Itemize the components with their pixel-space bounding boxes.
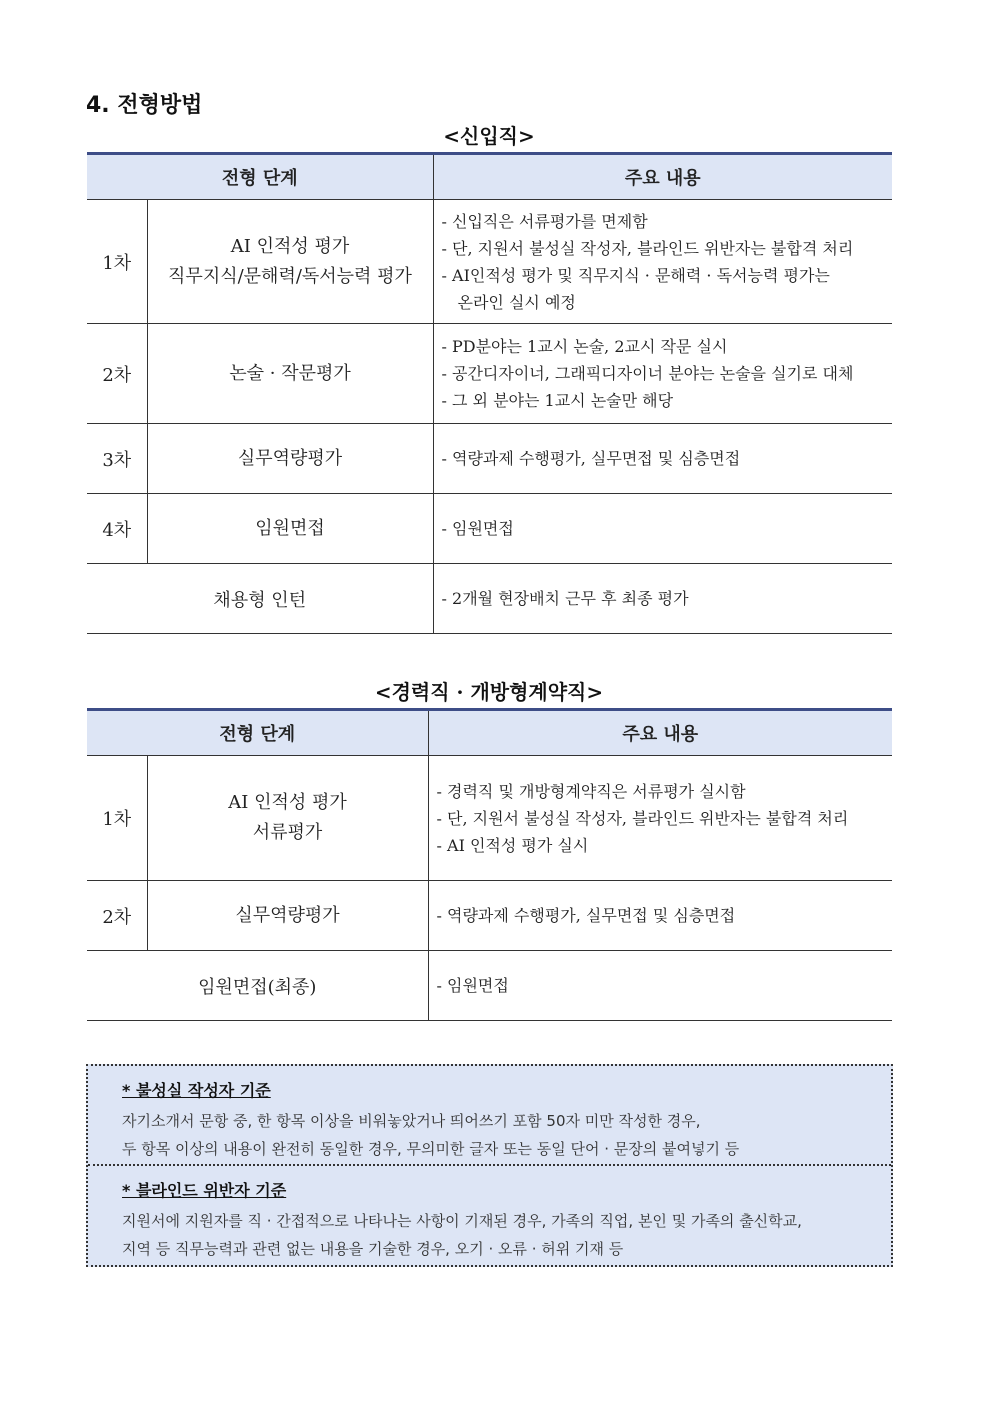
selection-table-new-hire bbox=[87, 152, 892, 634]
note-line: 지원서에 지원자를 직 · 간접적으로 나타나는 사항이 기재된 경우, 가족의 직업, 본인 및 가족의 출신학교, bbox=[122, 1212, 802, 1230]
content-line: - PD분야는 1교시 논술, 2교시 작문 실시 bbox=[441, 337, 728, 356]
content-line: - 단, 지원서 불성실 작성자, 블라인드 위반자는 불합격 처리 bbox=[436, 808, 849, 828]
content-line: - 그 외 분야는 1교시 논술만 해당 bbox=[441, 391, 674, 410]
stage-name-line: 실무역량평가 bbox=[237, 447, 343, 469]
stage-name-full: 채용형 인턴 bbox=[87, 564, 433, 634]
table-row bbox=[87, 200, 892, 324]
section-heading: 4. 전형방법 bbox=[86, 93, 203, 118]
stage-content bbox=[433, 324, 892, 424]
content-line: - 신입직은 서류평가를 면제함 bbox=[441, 211, 648, 231]
table-row bbox=[87, 324, 892, 424]
column-header-content: 주요 내용 bbox=[433, 154, 892, 200]
note-title: * 블라인드 위반자 기준 bbox=[122, 1181, 287, 1200]
stage-name-line: 임원면접 bbox=[255, 517, 325, 539]
stage-number: 3차 bbox=[87, 424, 147, 494]
content-line: - 공간디자이너, 그래픽디자이너 분야는 논술을 실기로 대체 bbox=[441, 364, 854, 383]
stage-content bbox=[428, 881, 892, 951]
stage-name-line: AI 인적성 평가 bbox=[230, 235, 350, 257]
column-header-content: 주요 내용 bbox=[428, 710, 892, 756]
stage-number: 1차 bbox=[87, 756, 147, 881]
table-row bbox=[87, 494, 892, 564]
stage-name-line: 실무역량평가 bbox=[235, 904, 340, 926]
stage-name-line: 서류평가 bbox=[252, 822, 323, 843]
table-caption-new-hire: <신입직> bbox=[443, 124, 535, 148]
stage-name bbox=[147, 200, 433, 324]
stage-number: 2차 bbox=[87, 881, 147, 951]
stage-number: 2차 bbox=[87, 324, 147, 424]
stage-name bbox=[147, 881, 428, 951]
stage-name bbox=[147, 324, 433, 424]
stage-name bbox=[147, 424, 433, 494]
stage-name bbox=[147, 494, 433, 564]
content-line: - 임원면접 bbox=[436, 976, 509, 995]
content-line: - 임원면접 bbox=[441, 519, 514, 538]
note-title: * 불성실 작성자 기준 bbox=[122, 1081, 271, 1100]
content-line: - 단, 지원서 불성실 작성자, 블라인드 위반자는 불합격 처리 bbox=[441, 238, 854, 258]
stage-name-line: 직무지식/문해력/독서능력 평가 bbox=[168, 265, 412, 287]
stage-content bbox=[433, 494, 892, 564]
stage-name-full: 임원면접(최종) bbox=[87, 951, 428, 1021]
stage-name bbox=[147, 756, 428, 881]
column-header-stage: 전형 단계 bbox=[87, 710, 428, 756]
stage-number: 4차 bbox=[87, 494, 147, 564]
content-line: - 2개월 현장배치 근무 후 최종 평가 bbox=[441, 589, 689, 608]
column-header-stage: 전형 단계 bbox=[87, 154, 433, 200]
note-section-blind-violation bbox=[88, 1164, 891, 1265]
stage-content bbox=[433, 424, 892, 494]
content-line: - AI인적성 평가 및 직무지식 · 문해력 · 독서능력 평가는 bbox=[441, 265, 830, 285]
note-line: 자기소개서 문항 중, 한 항목 이상을 비워놓았거나 띄어쓰기 포함 50자 미만 작성한 경우, bbox=[122, 1112, 701, 1130]
content-line: - 역량과제 수행평가, 실무면접 및 심층면접 bbox=[441, 449, 741, 468]
stage-content bbox=[428, 756, 892, 881]
table-row bbox=[87, 756, 892, 881]
content-line: - AI 인적성 평가 실시 bbox=[436, 835, 589, 855]
stage-name-line: 논술 · 작문평가 bbox=[229, 362, 351, 384]
content-line: - 역량과제 수행평가, 실무면접 및 심층면접 bbox=[436, 906, 736, 925]
table-row bbox=[87, 881, 892, 951]
stage-name-line: AI 인적성 평가 bbox=[228, 792, 347, 813]
table-row bbox=[87, 564, 892, 634]
note-line: 두 항목 이상의 내용이 완전히 동일한 경우, 무의미한 글자 또는 동일 단어 · 문장의 붙여넣기 등 bbox=[122, 1140, 740, 1158]
stage-content bbox=[433, 564, 892, 634]
table-row bbox=[87, 424, 892, 494]
stage-content bbox=[428, 951, 892, 1021]
stage-number: 1차 bbox=[87, 200, 147, 324]
table-caption-experienced: <경력직 · 개방형계약직> bbox=[374, 680, 604, 704]
content-line: 온라인 실시 예정 bbox=[457, 292, 576, 312]
note-line: 지역 등 직무능력과 관련 없는 내용을 기술한 경우, 오기 · 오류 · 허위 기재 등 bbox=[122, 1240, 624, 1258]
stage-content bbox=[433, 200, 892, 324]
table-row bbox=[87, 951, 892, 1021]
content-line: - 경력직 및 개방형계약직은 서류평가 실시함 bbox=[436, 781, 746, 801]
criteria-notes-box bbox=[86, 1064, 893, 1267]
note-section-insincere bbox=[88, 1066, 891, 1164]
selection-table-experienced bbox=[87, 708, 892, 1021]
